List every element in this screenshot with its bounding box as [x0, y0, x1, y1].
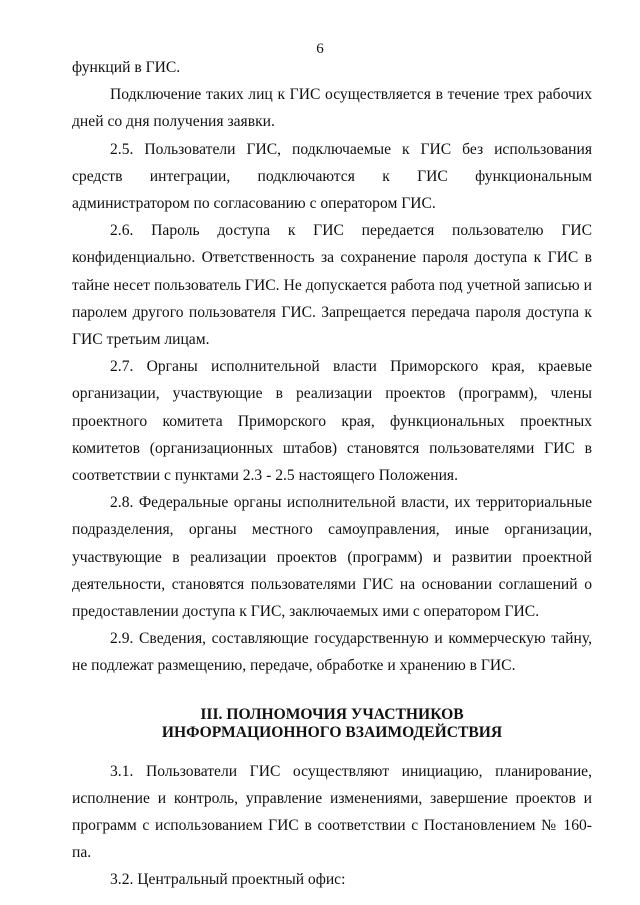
section-heading — [72, 706, 592, 742]
paragraph-3-1: 3.1. Пользователи ГИС осуществляют инициацию, планирование, исполнение и контроль, управление изменениями, завершение проектов и программ с использованием ГИС в соответствии с Постановлением № 160-па. — [72, 762, 592, 862]
paragraph-2-7: 2.7. Органы исполнительной власти Приморского края, краевые организации, участвующие в реализации проектов (программ), члены проектного комитета Приморского края, функциональных проектных комитетов (организационных штабов) становятся пользователями ГИС в соответствии с пунктами 2.3 - 2.5 настоящего Положения. — [72, 358, 592, 485]
paragraph: функций в ГИС. — [72, 59, 181, 76]
paragraph-2-9: 2.9. Сведения, составляющие государственную и коммерческую тайну, не подлежат размещению, передаче, обработке и хранению в ГИС. — [72, 630, 592, 675]
paragraph: Подключение таких лиц к ГИС осуществляется в течение трех рабочих дней со дня получения заявки. — [72, 86, 592, 131]
page-number: 6 — [316, 41, 324, 57]
paragraph-3-2: 3.2. Центральный проектный офис: — [110, 871, 346, 889]
paragraph-2-5: 2.5. Пользователи ГИС, подключаемые к ГИС без использования средств интеграции, подключаются к ГИС функциональным администратором по согласованию с оператором ГИС. — [72, 140, 592, 213]
document-body — [72, 54, 592, 894]
section-heading-line-1: III. ПОЛНОМОЧИЯ УЧАСТНИКОВ — [200, 705, 464, 723]
section-heading-line-2: ИНФОРМАЦИОННОГО ВЗАИМОДЕЙСТВИЯ — [161, 723, 503, 741]
paragraph-2-8: 2.8. Федеральные органы исполнительной власти, их территориальные подразделения, органы местного самоуправления, иные организации, участвующие в реализации проектов (программ) и развитии проектной деятельности, становятся пользователями ГИС на основании соглашений о предоставлении доступа к ГИС, заключаемых ими с оператором ГИС. — [72, 494, 592, 621]
paragraph-2-6: 2.6. Пароль доступа к ГИС передается пользователю ГИС конфиденциально. Ответственность за сохранение пароля доступа к ГИС в тайне несет пользователь ГИС. Не допускается работа под учетной записью и паролем другого пользователя ГИС. Запрещается передача пароля доступа к ГИС третьим лицам. — [72, 222, 592, 349]
